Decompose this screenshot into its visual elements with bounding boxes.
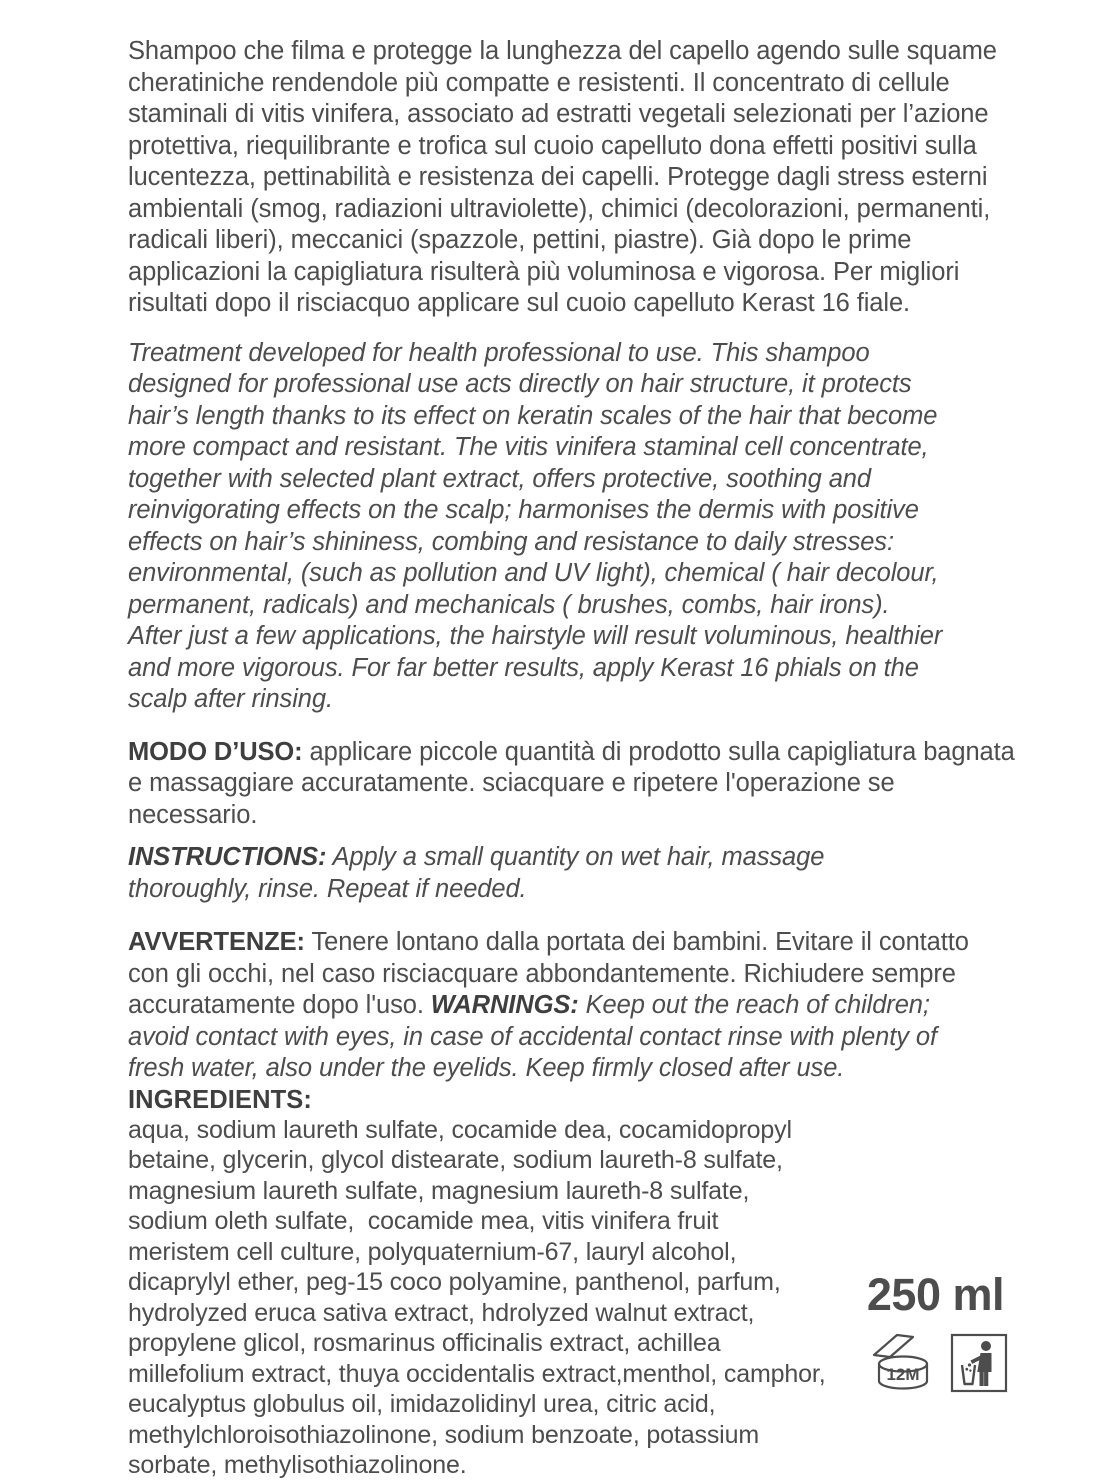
open-jar-period-after-opening-icon — [872, 1332, 936, 1394]
ingredients-line: propylene glicol, rosmarinus officinalis extract, achillea — [128, 1329, 721, 1357]
volume-and-pictograms — [810, 1270, 1010, 1394]
ingredients-heading: INGREDIENTS: — [128, 1085, 312, 1114]
warnings-section — [128, 927, 983, 1085]
ingredients-line: millefolium extract, thuya occidentalis extract,menthol, camphor, — [128, 1359, 826, 1388]
ingredients-list — [128, 1115, 848, 1481]
ingredients-line: dicaprylyl ether, peg-15 coco polyamine, panthenol, parfum, — [128, 1268, 781, 1296]
usage-instructions-italian — [128, 737, 1023, 832]
warnings-body-english: Keep out the reach of children; avoid contact with eyes, in case of accidental contact rinse with plenty of fresh water, also under the eyelids. Keep firmly closed after use. — [128, 991, 937, 1082]
net-volume: 250 ml — [866, 1269, 1004, 1320]
ingredients-line: methylchloroisothiazolinone, sodium benzoate, potassium — [128, 1420, 759, 1449]
usage-heading-italian: MODO D’USO: — [128, 737, 303, 766]
description-english: Treatment developed for health professional to use. This shampoo designed for professional use acts directly on hair structure, it protects hair’s length thanks to its effect on keratin scales of the hair that become more compact and resistant. The vitis vinifera staminal cell concentrate, together with selected plant extract, offers protective, soothing and reinvigorating effects on the scalp; harmonises the dermis with positive effects on hair’s shininess, combing and resistance to daily stresses: environmental, (such as pollution and UV light), chemical ( hair decolour, permanent, radicals) and mechanicals ( brushes, combs, hair irons). After just a few applications, the hairstyle will result voluminous, healthier and more vigorous. For far better results, apply Kerast 16 phials on the scalp after rinsing. — [128, 338, 943, 713]
usage-body-english: Apply a small quantity on wet hair, massage thoroughly, rinse. Repeat if needed. — [128, 843, 825, 903]
label-text-content — [128, 36, 1018, 1481]
usage-instructions-english — [128, 842, 888, 905]
tidyman-dispose-in-bin-icon — [950, 1332, 1008, 1394]
ingredients-line: eucalyptus globulus oil, imidazolidinyl urea, citric acid, — [128, 1390, 716, 1418]
description-italian: Shampoo che filma e protegge la lunghezza del capello agendo sulle squame cheratiniche rendendole più compatte e resistenti. Il concentrato di cellule staminali di vitis vinifera, associato ad estratti vegetali selezionati per l’azione protettiva, riequilibrante e trofica sul cuoio capelluto dona effetti positivi sulla lucentezza, pettinabilità e resistenza dei capelli. Protegge dagli stress esterni ambientali (smog, radiazioni ultraviolette), chimici (decolorazioni, permanenti, radicali liberi), meccanici (spazzole, pettini, piastre). Già dopo le prime applicazioni la capigliatura risulterà più voluminosa e vigorosa. Per migliori risultati dopo il risciacquo applicare sul cuoio capelluto Kerast 16 fiale. — [128, 37, 997, 317]
warnings-heading-english: WARNINGS: — [430, 991, 579, 1019]
ingredients-line: aqua, sodium laureth sulfate, cocamide dea, cocamidopropyl — [128, 1115, 792, 1144]
pictogram-row — [810, 1332, 1010, 1394]
ingredients-line: meristem cell culture, polyquaternium-67, lauryl alcohol, — [128, 1237, 737, 1266]
ingredients-line: betaine, glycerin, glycol distearate, sodium laureth-8 sulfate, — [128, 1146, 783, 1174]
warnings-body-italian: Tenere lontano dalla portata dei bambini. Evitare il contatto con gli occhi, nel caso risciacquare abbondantemente. Richiudere sempre accuratamente dopo l'uso. — [128, 928, 969, 1019]
ingredients-line: sorbate, methylisothiazolinone. — [128, 1451, 467, 1479]
pao-period-text: 12M — [886, 1365, 920, 1384]
usage-body-italian: applicare piccole quantità di prodotto sulla capigliatura bagnata e massaggiare accuratamente. sciacquare e ripetere l'operazione se necessario. — [128, 737, 1015, 829]
ingredients-line: hydrolyzed eruca sativa extract, hdrolyzed walnut extract, — [128, 1298, 755, 1327]
usage-heading-english: INSTRUCTIONS: — [128, 843, 327, 871]
ingredients-line: sodium oleth sulfate, cocamide mea, vitis vinifera fruit — [128, 1207, 719, 1235]
warnings-heading-italian: AVVERTENZE: — [128, 928, 305, 956]
ingredients-line: magnesium laureth sulfate, magnesium laureth-8 sulfate, — [128, 1176, 750, 1205]
